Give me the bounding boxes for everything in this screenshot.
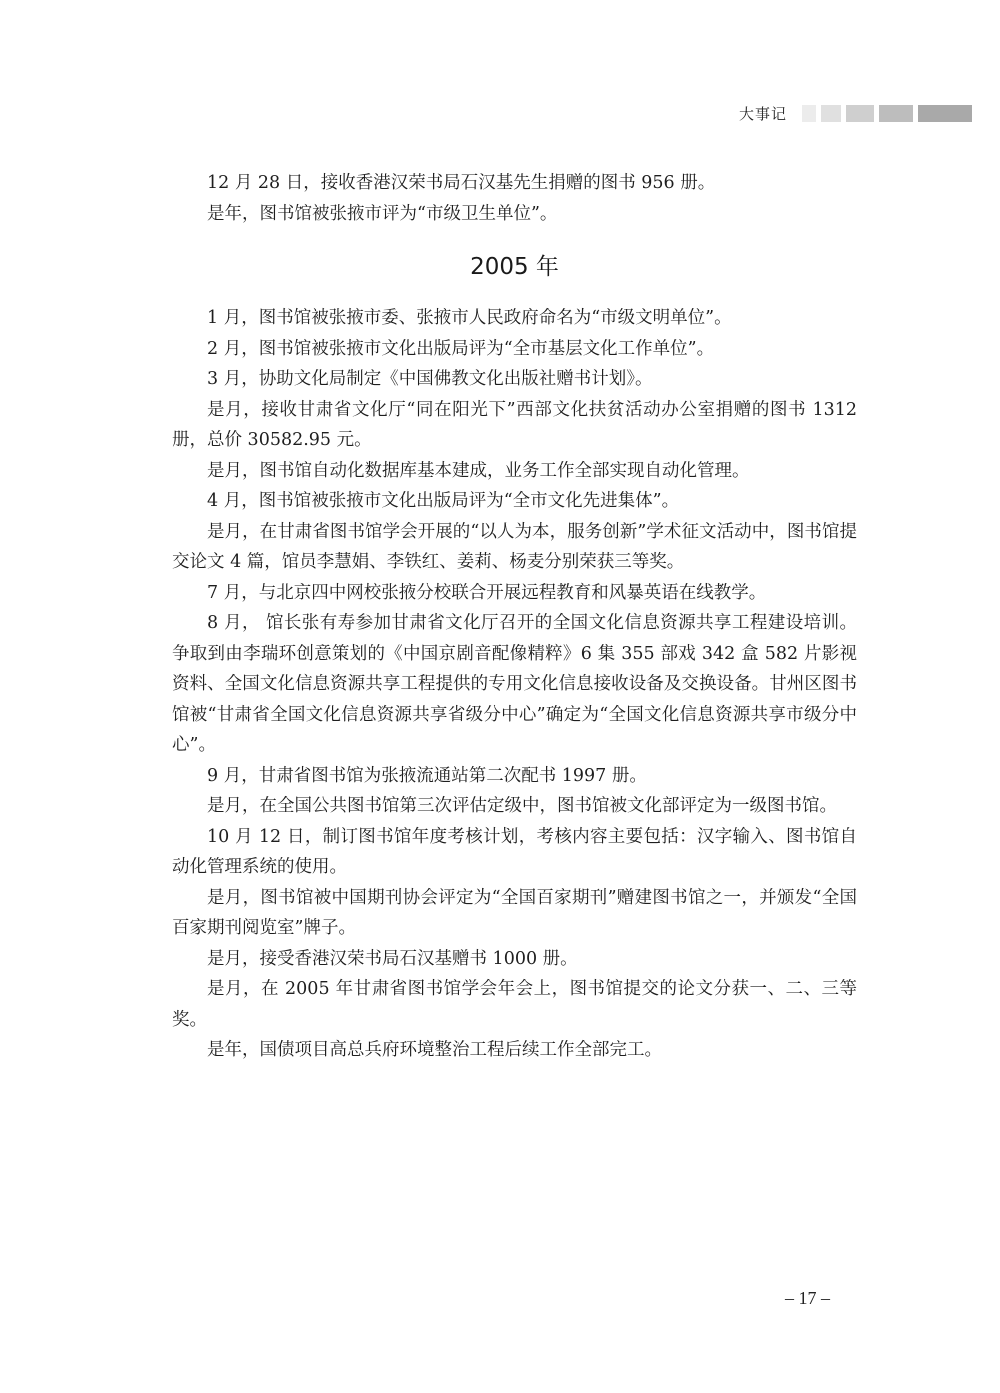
body-text — [172, 168, 857, 1066]
header-decor-bar — [846, 105, 874, 122]
page-number: – 17 – — [785, 1288, 830, 1308]
running-header — [739, 104, 972, 122]
paragraph: 是月，接受香港汉荣书局石汉基赠书 1000 册。 — [207, 948, 578, 969]
paragraph: 4 月，图书馆被张掖市文化出版局评为“全市文化先进集体”。 — [207, 491, 680, 511]
paragraph: 9 月，甘肃省图书馆为张掖流通站第二次配书 1997 册。 — [207, 765, 647, 786]
paragraph: 是月，在全国公共图书馆第三次评估定级中，图书馆被文化部评定为一级图书馆。 — [207, 796, 837, 816]
header-title: 大事记 — [738, 104, 787, 123]
paragraph: 是月，在甘肃省图书馆学会开展的“以人为本，服务创新”学术征文活动中，图书馆提交论文 4 篇，馆员李慧娟、李铁红、姜莉、杨麦分别荣获三等奖。 — [172, 521, 857, 572]
paragraph: 10 月 12 日，制订图书馆年度考核计划，考核内容主要包括：汉字输入、图书馆自动化管理系统的使用。 — [172, 826, 857, 877]
paragraph: 是月，图书馆自动化数据库基本建成，业务工作全部实现自动化管理。 — [207, 460, 750, 481]
paragraph: 2 月，图书馆被张掖市文化出版局评为“全市基层文化工作单位”。 — [207, 338, 715, 359]
paragraph: 8 月， 馆长张有寿参加甘肃省文化厅召开的全国文化信息资源共享工程建设培训。争取到由李瑞环创意策划的《中国京剧音配像精粹》6 集 355 部戏 342 盒 582 片影视资料、全国文化信息资源共享工程提供的专用文化信息接收设备及交换设备。甘州区图书馆被“甘肃省全国文化信息资源共享省级分中心”确定为“全国文化信息资源共享市级分中心”。 — [172, 613, 857, 755]
paragraph: 是月，在 2005 年甘肃省图书馆学会年会上，图书馆提交的论文分获一、二、三等奖。 — [172, 979, 857, 1030]
paragraph: 12 月 28 日，接收香港汉荣书局石汉基先生捐赠的图书 956 册。 — [207, 173, 716, 193]
paragraph: 是月，接收甘肃省文化厅“同在阳光下”西部文化扶贫活动办公室捐赠的图书 1312 册，总价 30582.95 元。 — [172, 399, 857, 450]
header-decor-bar — [802, 105, 816, 122]
paragraph: 是年，国债项目高总兵府环境整治工程后续工作全部完工。 — [207, 1040, 662, 1060]
paragraph: 是年，图书馆被张掖市评为“市级卫生单位”。 — [207, 203, 558, 224]
paragraph: 3 月，协助文化局制定《中国佛教文化出版社赠书计划》。 — [207, 369, 653, 389]
header-decor-bar — [879, 105, 913, 122]
paragraph: 7 月，与北京四中网校张掖分校联合开展远程教育和风暴英语在线教学。 — [207, 582, 767, 603]
year-heading: 2005 年 — [470, 254, 559, 280]
header-decor-bar — [821, 105, 841, 122]
header-decor-bar — [918, 105, 972, 122]
paragraph: 1 月，图书馆被张掖市委、张掖市人民政府命名为“市级文明单位”。 — [207, 308, 732, 328]
paragraph: 是月，图书馆被中国期刊协会评定为“全国百家期刊”赠建图书馆之一，并颁发“全国百家期刊阅览室”牌子。 — [172, 887, 857, 938]
